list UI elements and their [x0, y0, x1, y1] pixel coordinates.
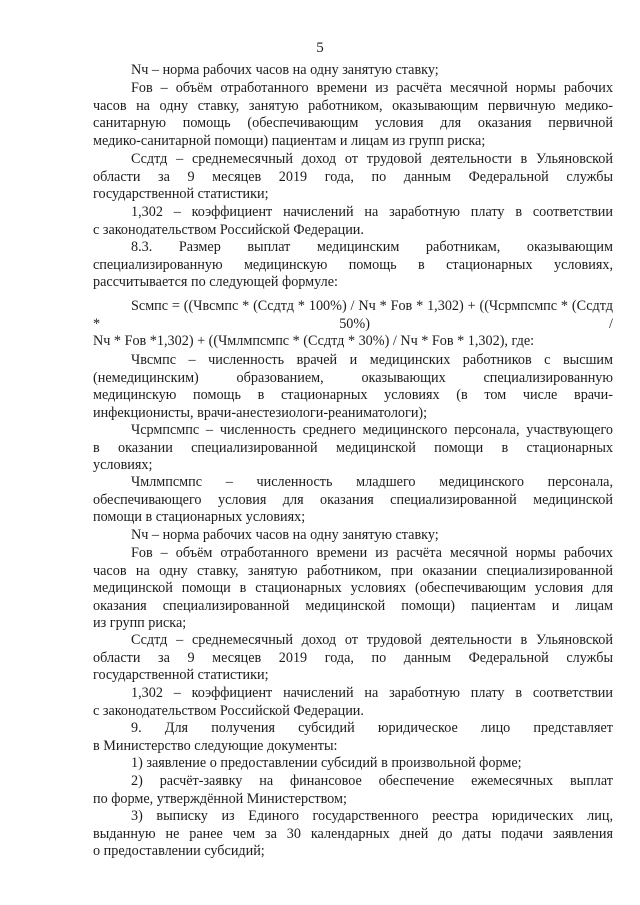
text-line: 3) выписку из Единого государственного реестра юридических лиц,: [131, 808, 613, 824]
text-line: выданную не ранее чем за 30 календарных дней до даты подачи заявления: [93, 825, 613, 842]
text-line: Чмлмпсмпс – численность младшего медицинского персонала,: [131, 474, 613, 490]
list-item-1: [93, 755, 613, 773]
text-line: рассчитывается по следующей формуле:: [93, 274, 338, 291]
text-line: по форме, утверждённой Министерством;: [93, 790, 347, 807]
text-line: в Министерство следующие документы:: [93, 737, 338, 754]
paragraph-8-3: [93, 239, 613, 292]
paragraph-mid-staff: [93, 422, 613, 475]
text-line: Ссдтд – среднемесячный доход от трудовой деятельности в Ульяновской: [131, 151, 613, 167]
text-line: Чвсмпс – численность врачей и медицинских работников с высшим: [131, 352, 613, 368]
paragraph-coefficient-2: [93, 685, 613, 720]
text-line: Fов – объём отработанного времени из расчёта месячной нормы рабочих: [131, 80, 613, 96]
text-line: с законодательством Российской Федерации.: [93, 221, 364, 238]
text-line: с законодательством Российской Федерации.: [93, 702, 364, 719]
paragraph-norm-hours: [93, 62, 613, 80]
formula-line: Sсмпс = ((Чвсмпс * (Сcдтд * 100%) / Nч * Fов * 1,302) + ((Чсрмпсмпс * (Ссдтд * 50%) /: [93, 298, 613, 332]
text-line: (немедицинским) образованием, оказывающих специализированную: [93, 369, 613, 386]
text-line: инфекционисты, врачи-анестезиологи-реаниматологи);: [93, 404, 428, 421]
text-line: 8.3. Размер выплат медицинским работникам, оказывающим: [131, 239, 613, 255]
text-line: Чсрмпсмпс – численность среднего медицинского персонала, участвующего: [131, 422, 613, 438]
text-line: часов на одну ставку, занятую работником, при оказании специализированной: [93, 562, 613, 579]
text-line: 1,302 – коэффициент начислений на заработную плату в соответствии: [131, 685, 613, 701]
text-line: государственной статистики;: [93, 667, 269, 684]
paragraph-fov-specialized: [93, 545, 613, 633]
text-line: о предоставлении субсидий;: [93, 843, 265, 860]
text-line: в оказании специализированной медицинской помощи в стационарных: [93, 439, 613, 456]
text-line: государственной статистики;: [93, 186, 269, 203]
text-line: области за 9 месяцев 2019 года, по данным Федеральной службы: [93, 649, 613, 666]
text-line: специализированную медицинскую помощь в стационарных условиях,: [93, 256, 613, 273]
formula-line: Nч * Fов *1,302) + ((Чмлмпсмпс * (Ссдтд * 30%) / Nч * Fов * 1,302), где:: [93, 333, 535, 350]
text-line: условиях;: [93, 457, 153, 474]
text-line: медико-санитарной помощи) пациентам и лицам из групп риска;: [93, 132, 486, 149]
list-item-3: [93, 808, 613, 861]
text-line: часов на одну ставку, занятую работником, оказывающим первичную медико-: [93, 97, 613, 114]
paragraph-junior-staff: [93, 474, 613, 527]
text-line: 1) заявление о предоставлении субсидий в произвольной форме;: [131, 755, 522, 771]
paragraph-coefficient: [93, 204, 613, 239]
text-line: санитарную помощь (обеспечивающим условия для оказания первичной: [93, 115, 613, 132]
text-line: Fов – объём отработанного времени из расчёта месячной нормы рабочих: [131, 545, 613, 561]
text-line: из групп риска;: [93, 615, 187, 632]
text-line: медицинской помощи в стационарных условиях (обеспечивающим условия для: [93, 580, 613, 597]
paragraph-9: [93, 720, 613, 755]
page-number: 5: [316, 40, 324, 56]
list-item-2: [93, 773, 613, 808]
text-line: оказания специализированной медицинской помощи) пациентам и лицам: [93, 597, 613, 614]
paragraph-income-2: [93, 632, 613, 685]
paragraph-income: [93, 151, 613, 204]
text-line: медицинскую помощь в стационарных условиях (в том числе врачи-: [93, 387, 613, 404]
text-line: обеспечивающего условия для оказания специализированной медицинской: [93, 491, 613, 508]
text-line: Nч – норма рабочих часов на одну занятую ставку;: [131, 62, 439, 78]
paragraph-norm-hours-2: [93, 527, 613, 545]
text-line: Ссдтд – среднемесячный доход от трудовой деятельности в Ульяновской: [131, 632, 613, 648]
text-line: 1,302 – коэффициент начислений на заработную плату в соответствии: [131, 204, 613, 220]
text-line: 9. Для получения субсидий юридическое лицо представляет: [131, 720, 613, 736]
text-line: 2) расчёт-заявку на финансовое обеспечение ежемесячных выплат: [131, 773, 613, 789]
text-line: Nч – норма рабочих часов на одну занятую ставку;: [131, 527, 439, 543]
paragraph-doctors: [93, 352, 613, 422]
formula: [93, 298, 613, 351]
text-line: помощи в стационарных условиях;: [93, 509, 306, 526]
text-line: области за 9 месяцев 2019 года, по данным Федеральной службы: [93, 168, 613, 185]
paragraph-fov-primary: [93, 80, 613, 150]
